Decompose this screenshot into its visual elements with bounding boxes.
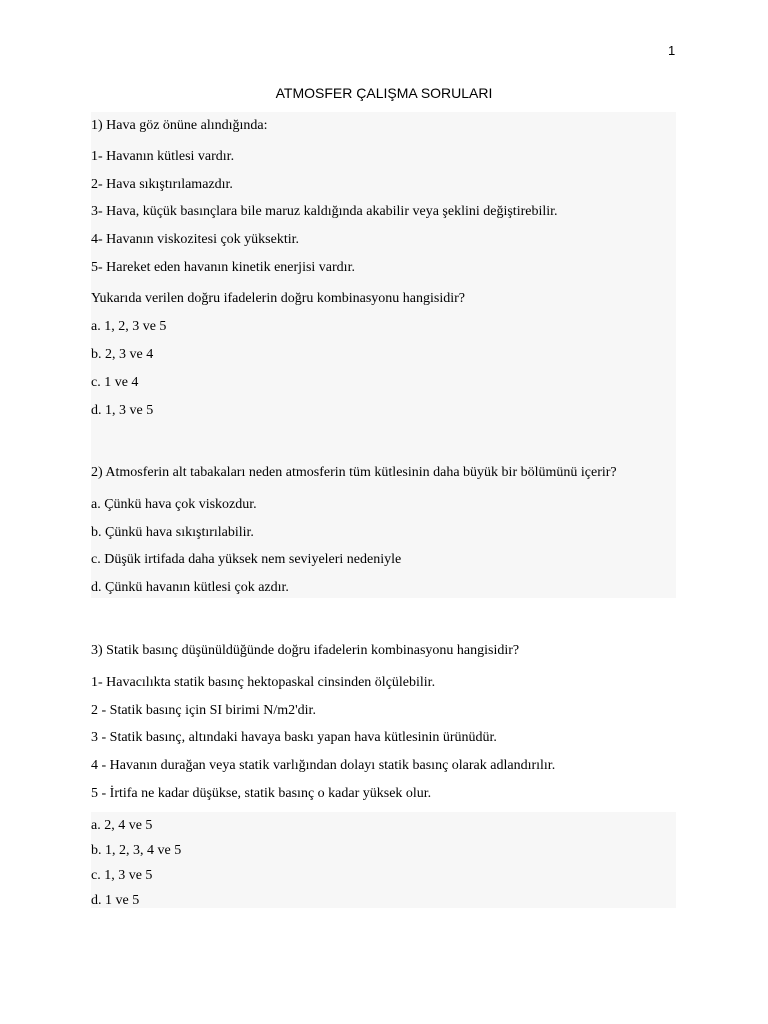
question-3-option-a: a. 2, 4 ve 5 [91,818,153,833]
question-3-statement: 3 - Statik basınç, altındaki havaya baskı yapan hava kütlesinin ürünüdür. [91,730,497,745]
question-2-block [91,452,676,598]
page-number: 1 [668,43,676,58]
question-3-option-d: d. 1 ve 5 [91,893,140,908]
question-1-option-a: a. 1, 2, 3 ve 5 [91,319,167,334]
question-2-option-b: b. Çünkü hava sıkıştırılabilir. [91,525,254,540]
question-2-option-d: d. Çünkü havanın kütlesi çok azdır. [91,580,289,595]
question-1-prompt: Yukarıda verilen doğru ifadelerin doğru kombinasyonu hangisidir? [91,291,466,306]
question-3-statement: 4 - Havanın durağan veya statik varlığından dolayı statik basınç olarak adlandırılır. [91,758,556,773]
question-1-option-c: c. 1 ve 4 [91,375,139,390]
question-3-option-c: c. 1, 3 ve 5 [91,868,153,883]
question-1-block [91,112,676,452]
question-3-option-b: b. 1, 2, 3, 4 ve 5 [91,843,182,858]
question-1-statement: 3- Hava, küçük basınçlara bile maruz kaldığında akabilir veya şeklini değiştirebilir. [91,204,558,219]
question-2-text: 2) Atmosferin alt tabakaları neden atmosferin tüm kütlesinin daha büyük bir bölümünü içerir? [91,465,617,480]
question-1-statement: 2- Hava sıkıştırılamazdır. [91,177,233,192]
question-3-options-block [91,812,676,908]
question-1-text: 1) Hava göz önüne alındığında: [91,118,268,133]
question-3-statement: 5 - İrtifa ne kadar düşükse, statik basınç o kadar yüksek olur. [91,786,432,801]
question-3-statement: 2 - Statik basınç için SI birimi N/m2'dir. [91,703,316,718]
question-1-option-b: b. 2, 3 ve 4 [91,347,154,362]
question-1-option-d: d. 1, 3 ve 5 [91,403,154,418]
question-2-option-c: c. Düşük irtifada daha yüksek nem seviyeleri nedeniyle [91,552,402,567]
question-1-statement: 5- Hareket eden havanın kinetik enerjisi vardır. [91,260,355,275]
question-2-option-a: a. Çünkü hava çok viskozdur. [91,497,257,512]
document-title: ATMOSFER ÇALIŞMA SORULARI [275,85,493,101]
question-3-block [91,636,676,812]
question-1-statement: 1- Havanın kütlesi vardır. [91,149,235,164]
question-1-statement: 4- Havanın viskozitesi çok yüksektir. [91,232,300,247]
question-3-statement: 1- Havacılıkta statik basınç hektopaskal cinsinden ölçülebilir. [91,675,436,690]
question-3-text: 3) Statik basınç düşünüldüğünde doğru ifadelerin kombinasyonu hangisidir? [91,643,520,658]
